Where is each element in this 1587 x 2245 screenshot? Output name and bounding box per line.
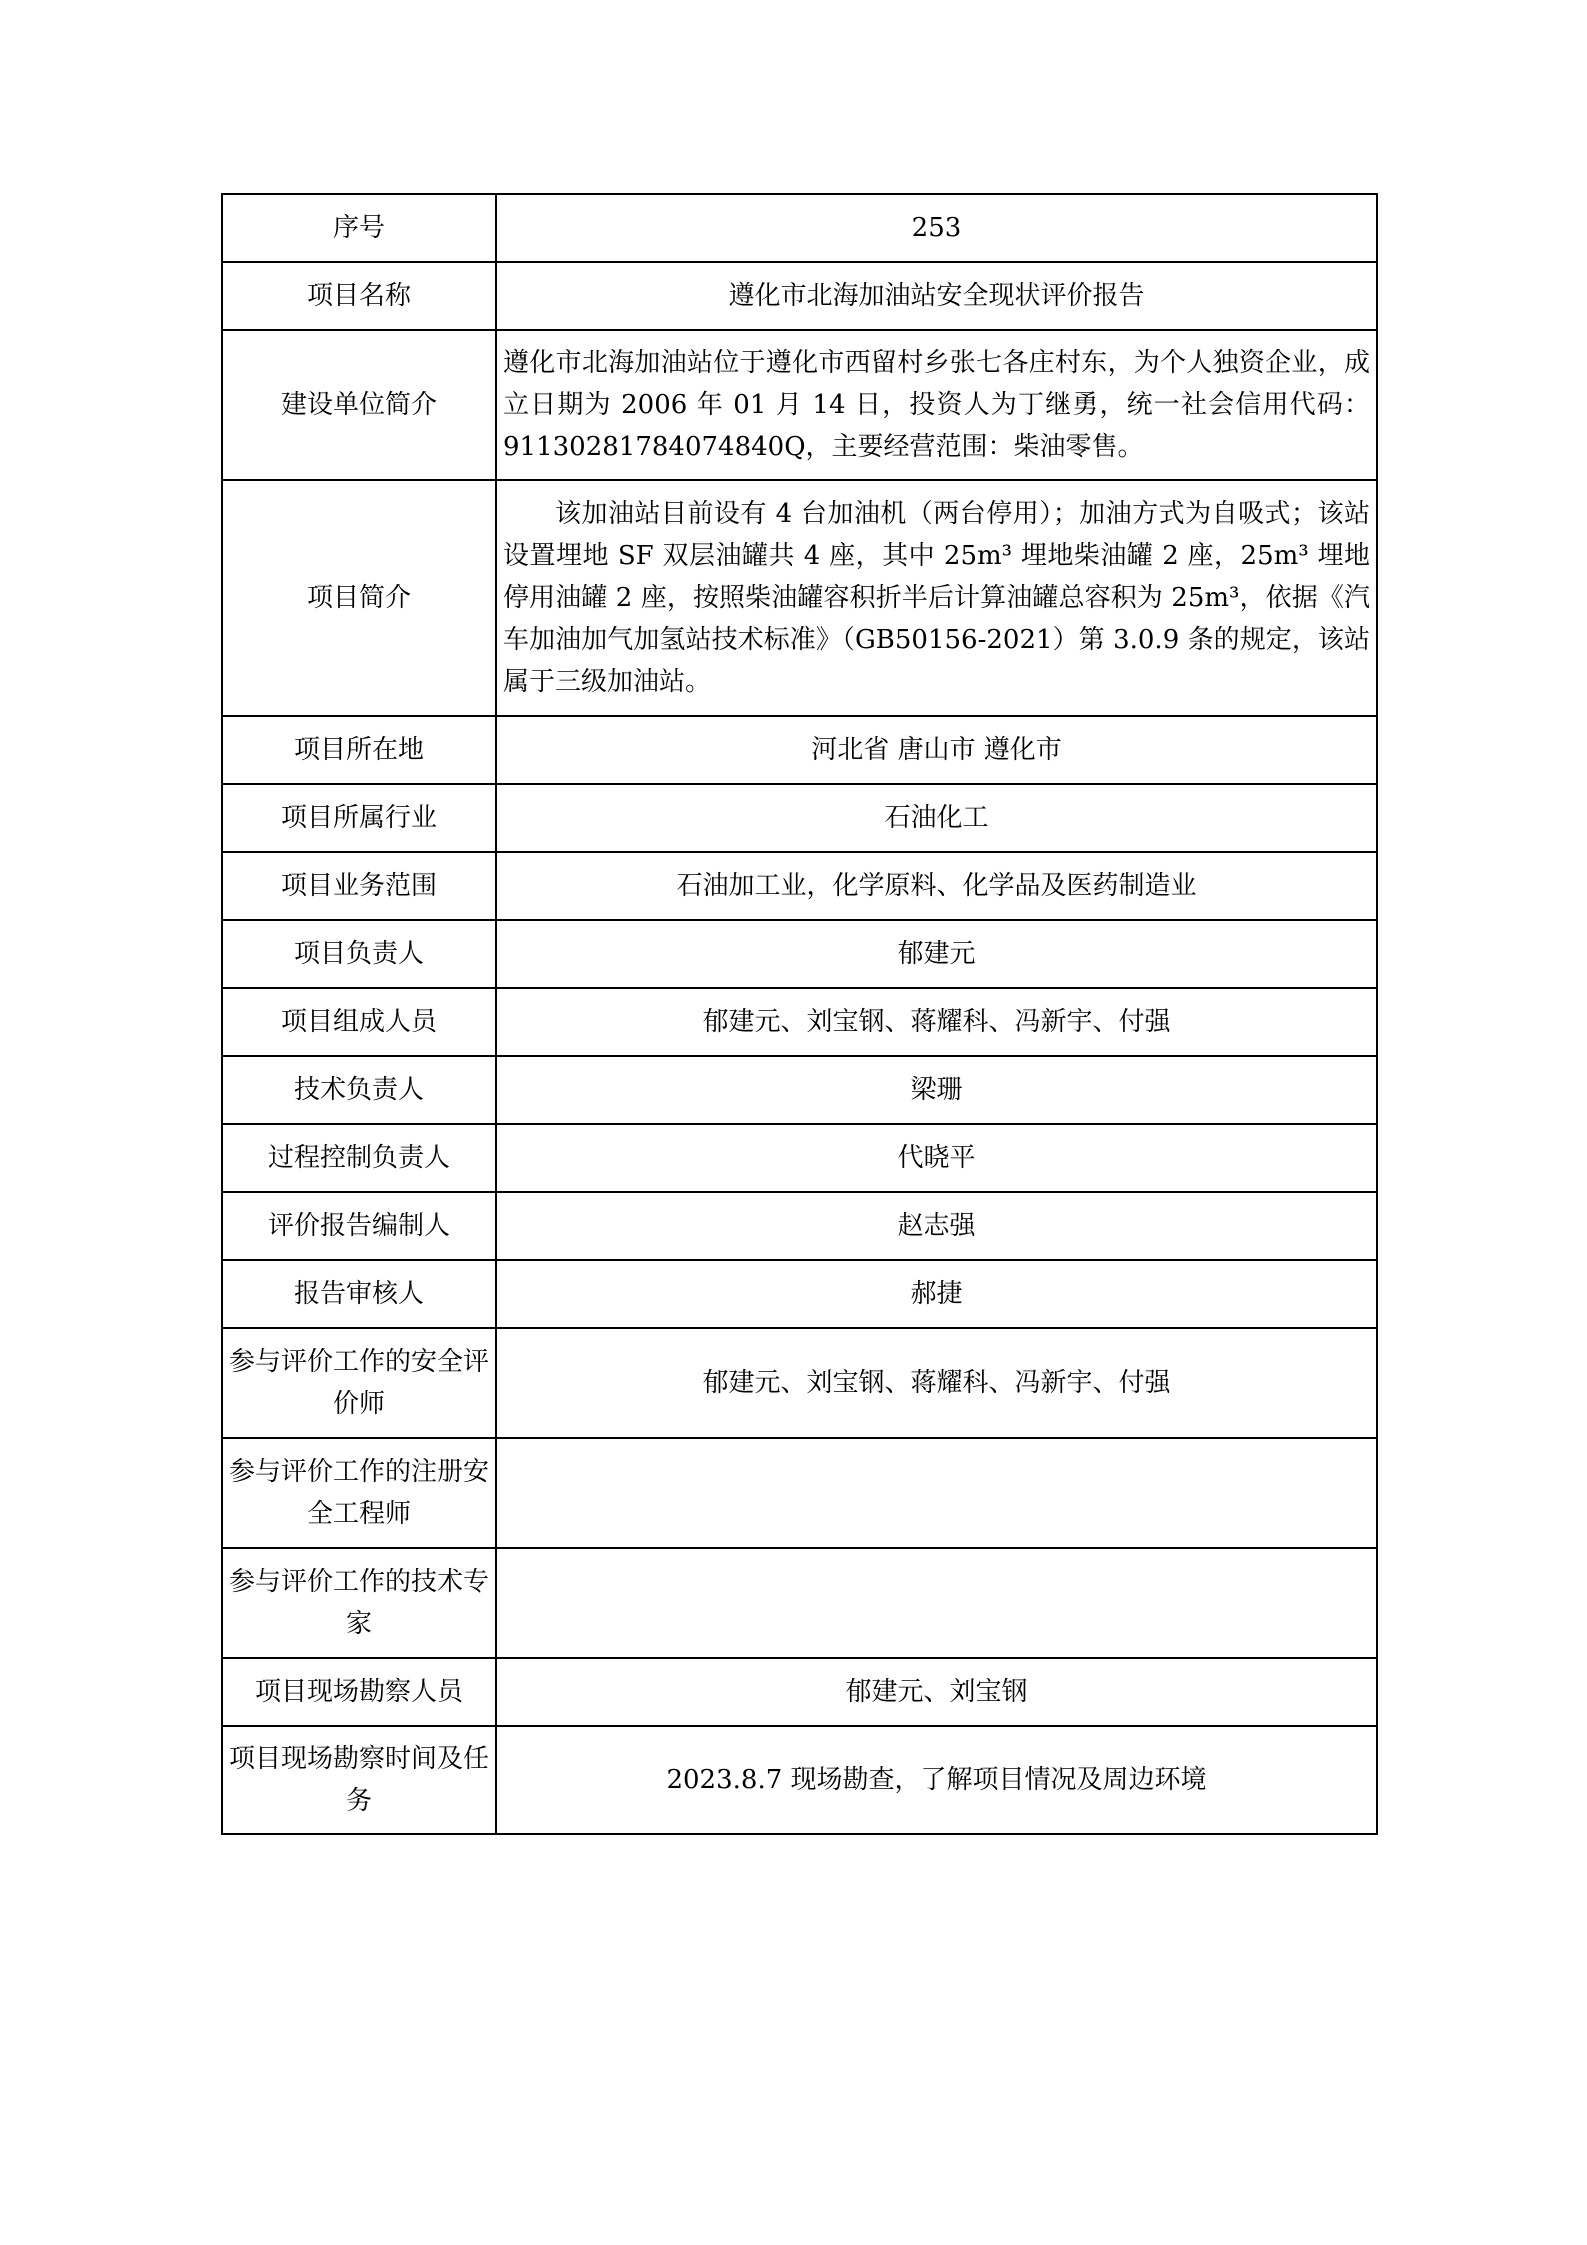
row-project-members <box>222 988 1377 1056</box>
row-builder-intro <box>222 330 1377 480</box>
report-reviewer-label: 报告审核人 <box>222 1260 496 1328</box>
builder-intro-value: 遵化市北海加油站位于遵化市西留村乡张七各庄村东，为个人独资企业，成立日期为 2006 年 01 月 14 日，投资人为丁继勇，统一社会信用代码：91130281784074840Q，主要经营范围：柴油零售。 <box>496 330 1377 480</box>
site-survey-staff-value: 郁建元、刘宝钢 <box>496 1658 1377 1726</box>
project-name-label: 项目名称 <box>222 262 496 330</box>
technical-leader-value: 梁珊 <box>496 1056 1377 1124</box>
project-info-table <box>221 193 1378 1835</box>
row-process-control-leader <box>222 1124 1377 1192</box>
project-industry-label: 项目所属行业 <box>222 784 496 852</box>
row-report-author <box>222 1192 1377 1260</box>
report-author-value: 赵志强 <box>496 1192 1377 1260</box>
safety-assessors-label: 参与评价工作的安全评价师 <box>222 1328 496 1438</box>
row-project-name <box>222 262 1377 330</box>
row-report-reviewer <box>222 1260 1377 1328</box>
technical-experts-value <box>496 1548 1377 1658</box>
row-safety-assessors <box>222 1328 1377 1438</box>
registered-engineers-value <box>496 1438 1377 1548</box>
business-scope-label: 项目业务范围 <box>222 852 496 920</box>
report-author-label: 评价报告编制人 <box>222 1192 496 1260</box>
row-project-location <box>222 716 1377 784</box>
safety-assessors-value: 郁建元、刘宝钢、蒋耀科、冯新宇、付强 <box>496 1328 1377 1438</box>
project-leader-value: 郁建元 <box>496 920 1377 988</box>
row-site-survey-staff <box>222 1658 1377 1726</box>
project-members-label: 项目组成人员 <box>222 988 496 1056</box>
row-technical-experts <box>222 1548 1377 1658</box>
project-location-value: 河北省 唐山市 遵化市 <box>496 716 1377 784</box>
row-registered-engineers <box>222 1438 1377 1548</box>
technical-leader-label: 技术负责人 <box>222 1056 496 1124</box>
process-control-leader-label: 过程控制负责人 <box>222 1124 496 1192</box>
serial-number-label: 序号 <box>222 194 496 262</box>
site-survey-staff-label: 项目现场勘察人员 <box>222 1658 496 1726</box>
row-project-intro <box>222 480 1377 716</box>
process-control-leader-value: 代晓平 <box>496 1124 1377 1192</box>
project-industry-value: 石油化工 <box>496 784 1377 852</box>
report-reviewer-value: 郝捷 <box>496 1260 1377 1328</box>
project-leader-label: 项目负责人 <box>222 920 496 988</box>
business-scope-value: 石油加工业，化学原料、化学品及医药制造业 <box>496 852 1377 920</box>
row-business-scope <box>222 852 1377 920</box>
site-survey-time-task-value: 2023.8.7 现场勘查，了解项目情况及周边环境 <box>496 1726 1377 1834</box>
project-intro-label: 项目简介 <box>222 480 496 716</box>
project-location-label: 项目所在地 <box>222 716 496 784</box>
technical-experts-label: 参与评价工作的技术专家 <box>222 1548 496 1658</box>
row-serial-number <box>222 194 1377 262</box>
row-project-industry <box>222 784 1377 852</box>
builder-intro-label: 建设单位简介 <box>222 330 496 480</box>
project-intro-value: 该加油站目前设有 4 台加油机（两台停用）；加油方式为自吸式；该站设置埋地 SF 双层油罐共 4 座，其中 25m³ 埋地柴油罐 2 座，25m³ 埋地停用油罐 2 座，按照柴油罐容积折半后计算油罐总容积为 25m³，依据《汽车加油加气加氢站技术标准》（GB50156-2021）第 3.0.9 条的规定，该站属于三级加油站。 <box>496 480 1377 716</box>
serial-number-value: 253 <box>496 194 1377 262</box>
row-project-leader <box>222 920 1377 988</box>
project-name-value: 遵化市北海加油站安全现状评价报告 <box>496 262 1377 330</box>
row-technical-leader <box>222 1056 1377 1124</box>
row-site-survey-time-task <box>222 1726 1377 1834</box>
site-survey-time-task-label: 项目现场勘察时间及任务 <box>222 1726 496 1834</box>
registered-engineers-label: 参与评价工作的注册安全工程师 <box>222 1438 496 1548</box>
project-members-value: 郁建元、刘宝钢、蒋耀科、冯新宇、付强 <box>496 988 1377 1056</box>
